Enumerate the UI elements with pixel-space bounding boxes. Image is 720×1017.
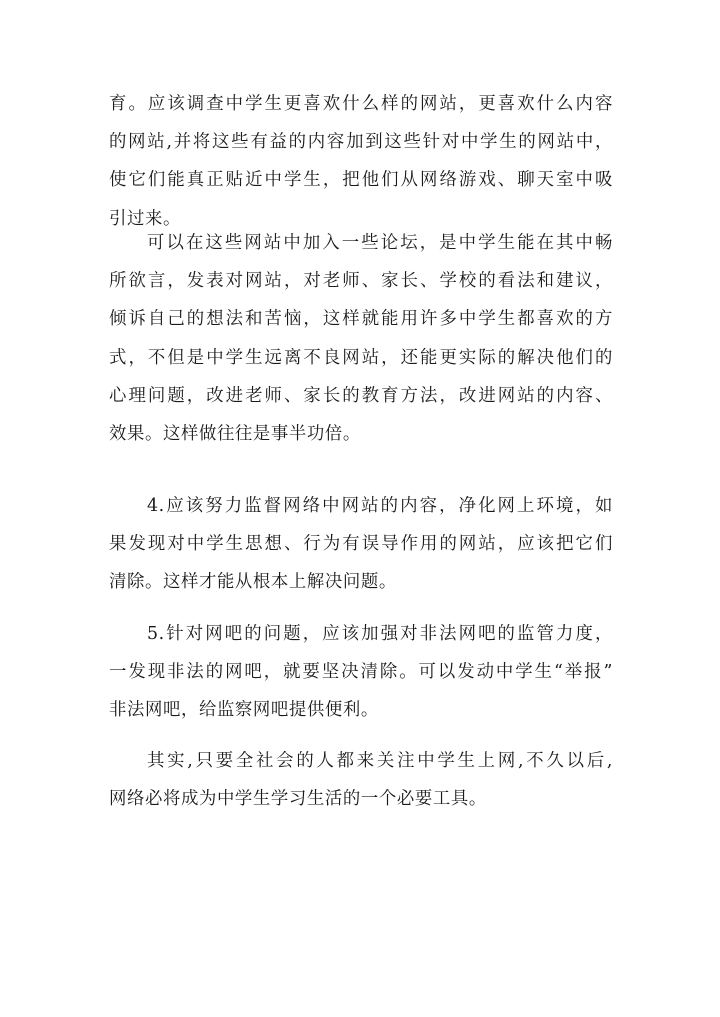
paragraph-line: 4.应该努力监督网络中网站的内容，净化网上环境，如 [147, 496, 613, 516]
paragraph-1 [109, 85, 613, 238]
paragraph-4 [109, 615, 613, 730]
paragraph-line: 其实,只要全社会的人都来关注中学生上网,不久以后, [147, 751, 613, 771]
paragraph-line: 所欲言，发表对网站，对老师、家长、学校的看法和建议， [109, 271, 613, 292]
paragraph-line: 果发现对中学生思想、行为有误导作用的网站，应该把它们 [109, 534, 613, 555]
paragraph-2 [109, 224, 613, 453]
paragraph-line: 式，不但是中学生远离不良网站，还能更实际的解决他们的 [109, 347, 613, 368]
paragraph-line: 一发现非法的网吧，就要坚决清除。可以发动中学生“举报” [109, 662, 613, 683]
paragraph-line: 心理问题，改进老师、家长的教育方法，改进网站的内容、 [109, 385, 613, 406]
paragraph-3 [109, 487, 613, 602]
paragraph-line: 网络必将成为中学生学习生活的一个必要工具。 [109, 789, 487, 810]
paragraph-line: 倾诉自己的想法和苦恼，这样就能用许多中学生都喜欢的方 [109, 309, 613, 330]
paragraph-line: 效果。这样做往往是事半功倍。 [109, 423, 361, 444]
paragraph-line: 引过来。 [109, 208, 181, 229]
paragraph-line: 非法网吧，给监察网吧提供便利。 [109, 700, 379, 721]
paragraph-line: 育。应该调查中学生更喜欢什么样的网站，更喜欢什么内容 [109, 94, 613, 114]
paragraph-line: 5.针对网吧的问题，应该加强对非法网吧的监管力度， [147, 624, 613, 644]
paragraph-line: 清除。这样才能从根本上解决问题。 [109, 572, 397, 593]
paragraph-line: 的网站,并将这些有益的内容加到这些针对中学生的网站中， [109, 132, 613, 153]
paragraph-5 [109, 742, 613, 818]
paragraph-line: 可以在这些网站中加入一些论坛，是中学生能在其中畅 [147, 233, 613, 253]
paragraph-line: 使它们能真正贴近中学生，把他们从网络游戏、聊天室中吸 [109, 170, 613, 191]
